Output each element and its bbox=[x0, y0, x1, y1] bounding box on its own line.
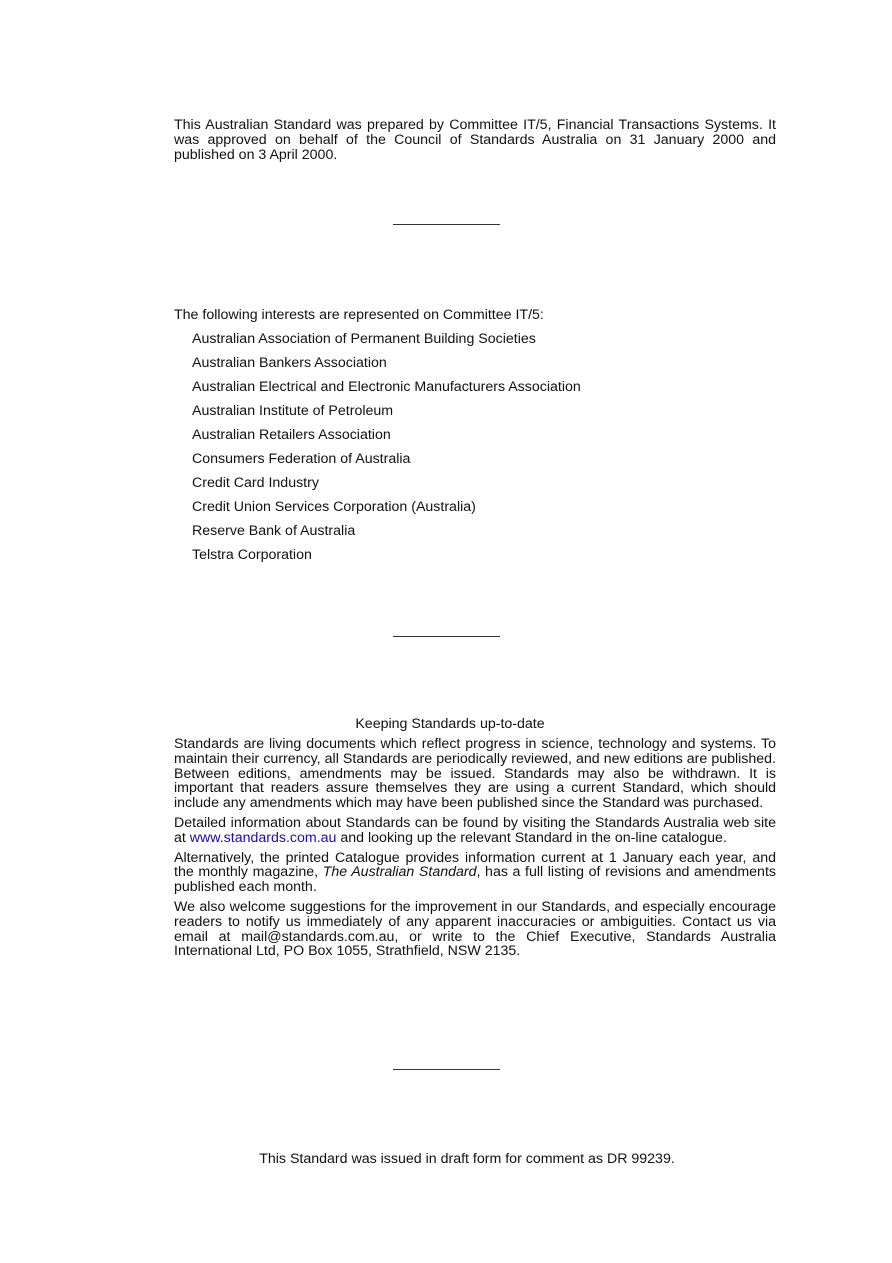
draft-note: This Standard was issued in draft form for comment as DR 99239. bbox=[259, 1151, 675, 1167]
paragraph-catalogue bbox=[174, 851, 776, 895]
paragraph-text: Alternatively, the printed Catalogue provides information current at 1 January each year, and the monthly magazine, bbox=[174, 849, 776, 881]
paragraph-web-site bbox=[174, 816, 776, 846]
list-item: Consumers Federation of Australia bbox=[192, 451, 411, 467]
list-item: Australian Association of Permanent Building Societies bbox=[192, 331, 536, 347]
list-item: Australian Bankers Association bbox=[192, 355, 387, 371]
approval-statement: This Australian Standard was prepared by Committee IT/5, Financial Transactions Systems. It was approved on behalf of the Council of Standards Australia on 31 January 2000 and published on 3 April 2000. bbox=[174, 117, 776, 163]
paragraph-text: , has a full listing of revisions and amendments published each month. bbox=[174, 864, 776, 896]
list-item: Australian Electrical and Electronic Manufacturers Association bbox=[192, 379, 581, 395]
section-divider-3 bbox=[393, 1069, 500, 1070]
standards-info-section bbox=[174, 737, 776, 964]
list-item: Credit Union Services Corporation (Australia) bbox=[192, 499, 476, 515]
list-item: Telstra Corporation bbox=[192, 547, 312, 563]
list-item: Australian Retailers Association bbox=[192, 427, 391, 443]
section-divider-2 bbox=[393, 636, 500, 637]
paragraph-living-documents: Standards are living documents which reflect progress in science, technology and systems. To maintain their currency, all Standards are periodically reviewed, and new editions are published. Between editions, amendments may be issued. Standards may also be withdrawn. It is important that readers assure themselves they are using a current Standard, which should include any amendments which may have been published since the Standard was purchased. bbox=[174, 736, 776, 812]
standards-website-link[interactable]: www.standards.com.au bbox=[189, 829, 337, 846]
paragraph-contact: We also welcome suggestions for the improvement in our Standards, and especially encourage readers to notify us immediately of any apparent inaccuracies or ambiguities. Contact us via email at mail@standards.com.au, or write to the Chief Executive, Standards Australia International Ltd, PO Box 1055, Strathfield, NSW 2135. bbox=[174, 898, 776, 960]
paragraph-text: Detailed information about Standards can be found by visiting the Standards Australia web site at bbox=[174, 814, 776, 846]
section-heading: Keeping Standards up-to-date bbox=[355, 716, 545, 732]
committee-intro: The following interests are represented on Committee IT/5: bbox=[174, 307, 544, 323]
magazine-title: The Australian Standard bbox=[322, 864, 477, 881]
list-item: Australian Institute of Petroleum bbox=[192, 403, 394, 419]
paragraph-text: and looking up the relevant Standard in the on-line catalogue. bbox=[336, 829, 727, 846]
list-item: Reserve Bank of Australia bbox=[192, 523, 356, 539]
committee-member-list bbox=[192, 330, 581, 570]
section-divider-1 bbox=[393, 224, 500, 225]
list-item: Credit Card Industry bbox=[192, 475, 319, 491]
